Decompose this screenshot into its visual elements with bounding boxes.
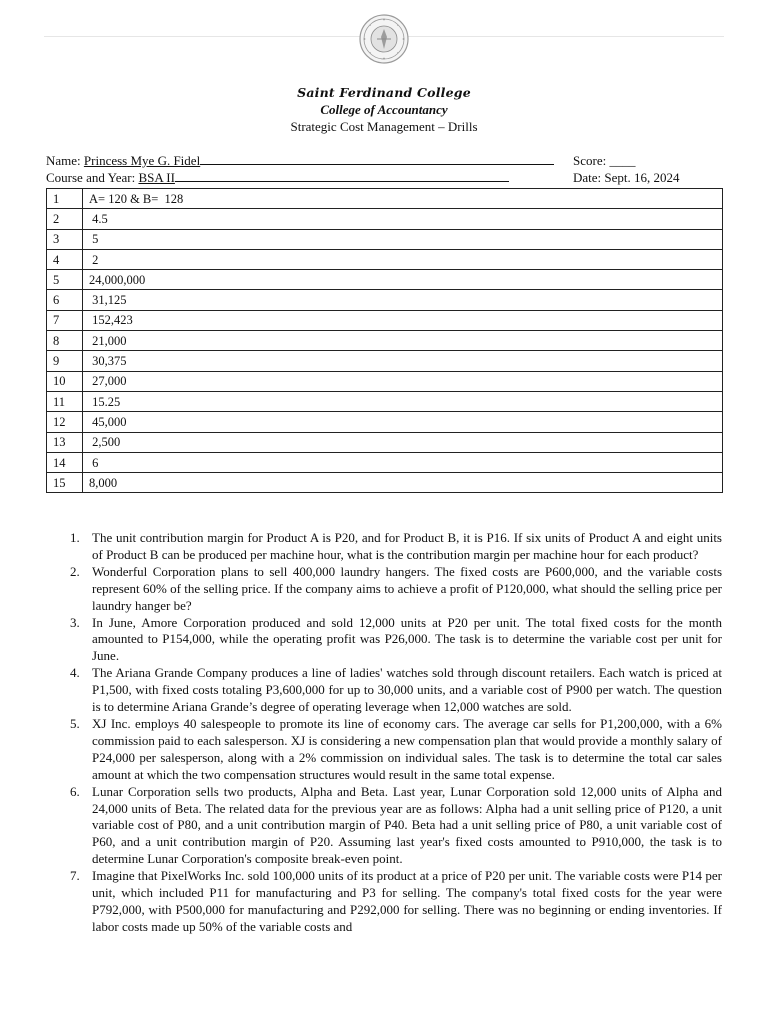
- course-line: [46, 170, 509, 185]
- answer-value: 24,000,000: [83, 270, 723, 290]
- answer-value: 30,375: [83, 351, 723, 371]
- table-row: [47, 229, 723, 249]
- answer-value: 15.25: [83, 391, 723, 411]
- question-item: [70, 530, 722, 564]
- answer-number: 10: [47, 371, 83, 391]
- answer-number: 13: [47, 432, 83, 452]
- table-row: [47, 432, 723, 452]
- table-row: [47, 452, 723, 472]
- answer-value: 4.5: [83, 209, 723, 229]
- answer-value: 27,000: [83, 371, 723, 391]
- subject-title: Strategic Cost Management – Drills: [290, 119, 478, 134]
- answer-number: 7: [47, 310, 83, 330]
- question-text: Imagine that PixelWorks Inc. sold 100,000 units of its product at a price of P20 per unit. The variable costs were P14 per unit, which included P11 for manufacturing and P3 for selling. The company's total fixed costs for the year were P792,000, with P500,000 for manufacturing and P292,000 for selling. There was no beginning or ending inventories. If labor costs made up 50% of the variable costs and: [92, 868, 722, 934]
- answer-number: 3: [47, 229, 83, 249]
- question-text: Wonderful Corporation plans to sell 400,000 laundry hangers. The fixed costs are P600,000, and the variable costs represent 60% of the selling price. If the company aims to achieve a profit of P120,000, what should the selling price per laundry hanger be?: [92, 563, 722, 613]
- answer-number: 4: [47, 249, 83, 269]
- question-number: 4.: [70, 665, 80, 681]
- answer-value: 152,423: [83, 310, 723, 330]
- answer-value: 5: [83, 229, 723, 249]
- table-row: [47, 209, 723, 229]
- question-item: [70, 716, 722, 784]
- question-text: Lunar Corporation sells two products, Alpha and Beta. Last year, Lunar Corporation sold 12,000 units of Alpha and 24,000 units of Beta. The related data for the previous year are as follows: Alpha had a unit selling price of P120, a unit variable cost of P80, and a unit contribution margin of P40. Beta had a unit selling price of P80, a unit variable cost of P60, and a unit contribution margin of P20. Assuming last year's fixed costs amounted to P910,000, the task is to determine Lunar Corporation's composite break-even point.: [92, 783, 722, 867]
- table-row: [47, 290, 723, 310]
- answer-number: 14: [47, 452, 83, 472]
- question-number: 6.: [70, 783, 80, 799]
- answer-number: 6: [47, 290, 83, 310]
- answer-number: 8: [47, 331, 83, 351]
- table-row: [47, 371, 723, 391]
- answer-value: 2,500: [83, 432, 723, 452]
- course-underline: [175, 170, 509, 182]
- answer-value: 21,000: [83, 331, 723, 351]
- table-row: [47, 412, 723, 432]
- table-row: [47, 391, 723, 411]
- table-row: [47, 351, 723, 371]
- table-row: [47, 189, 723, 209]
- table-row: [47, 249, 723, 269]
- answer-value: 6: [83, 452, 723, 472]
- answer-value: A= 120 & B= 128: [83, 189, 723, 209]
- answer-number: 1: [47, 189, 83, 209]
- question-item: [70, 564, 722, 615]
- question-item: [70, 868, 722, 936]
- question-text: In June, Amore Corporation produced and sold 12,000 units at P20 per unit. The total fixed costs for the month amounted to P154,000, while the operating profit was P26,000. The task is to determine the variable cost per unit for June.: [92, 614, 722, 664]
- date-field: Date: Sept. 16, 2024: [573, 170, 680, 185]
- answer-value: 31,125: [83, 290, 723, 310]
- college-seal-icon: [359, 14, 409, 64]
- answer-number: 15: [47, 473, 83, 493]
- answer-number: 11: [47, 391, 83, 411]
- question-text: The Ariana Grande Company produces a line of ladies' watches sold through discount retailers. Each watch is priced at P1,500, with fixed costs totaling P3,600,000 for up to 30,000 units, and a variable cost of P900 per watch. The question is to determine Ariana Grande’s degree of operating leverage when 12,000 watches are sold.: [92, 665, 722, 715]
- table-row: [47, 310, 723, 330]
- answer-number: 2: [47, 209, 83, 229]
- school-name: College of Accountancy: [320, 102, 448, 117]
- table-row: [47, 473, 723, 493]
- question-item: [70, 615, 722, 666]
- name-line: [46, 153, 554, 168]
- question-text: XJ Inc. employs 40 salespeople to promote its line of economy cars. The average car sells for P1,200,000, with a 6% commission paid to each salesperson. XJ is considering a new compensation plan that would provide a monthly salary of P24,000 per salesperson, along with a 2% commission on individual sales. The task is to determine the total car sales amount at which the two compensation structures would result in the same total expense.: [92, 715, 722, 782]
- question-number: 1.: [70, 530, 80, 545]
- answer-number: 12: [47, 412, 83, 432]
- question-number: 2.: [70, 563, 80, 579]
- document-header: [0, 84, 768, 135]
- name-underline: [200, 153, 554, 165]
- answer-number: 9: [47, 351, 83, 371]
- question-number: 5.: [70, 715, 80, 731]
- table-row: [47, 270, 723, 290]
- student-name: Princess Mye G. Fidel: [83, 153, 201, 168]
- college-name: Saint Ferdinand College: [297, 85, 471, 100]
- course-year: BSA II: [138, 170, 175, 185]
- question-number: 7.: [70, 868, 80, 884]
- question-item: [70, 784, 722, 869]
- answer-table: [46, 188, 723, 493]
- answer-value: 45,000: [83, 412, 723, 432]
- course-label: Course and Year:: [46, 170, 139, 185]
- table-row: [47, 331, 723, 351]
- question-list: [70, 530, 722, 936]
- question-text: The unit contribution margin for Product A is P20, and for Product B, it is P16. If six units of Product A and eight units of Product B can be produced per machine hour, what is the contribution margin per machine hour for each product?: [92, 530, 722, 562]
- name-label: Name:: [46, 153, 84, 168]
- question-number: 3.: [70, 614, 80, 630]
- score-field: Score: ____: [573, 153, 636, 168]
- answer-number: 5: [47, 270, 83, 290]
- answer-value: 2: [83, 249, 723, 269]
- question-item: [70, 665, 722, 716]
- answer-value: 8,000: [83, 473, 723, 493]
